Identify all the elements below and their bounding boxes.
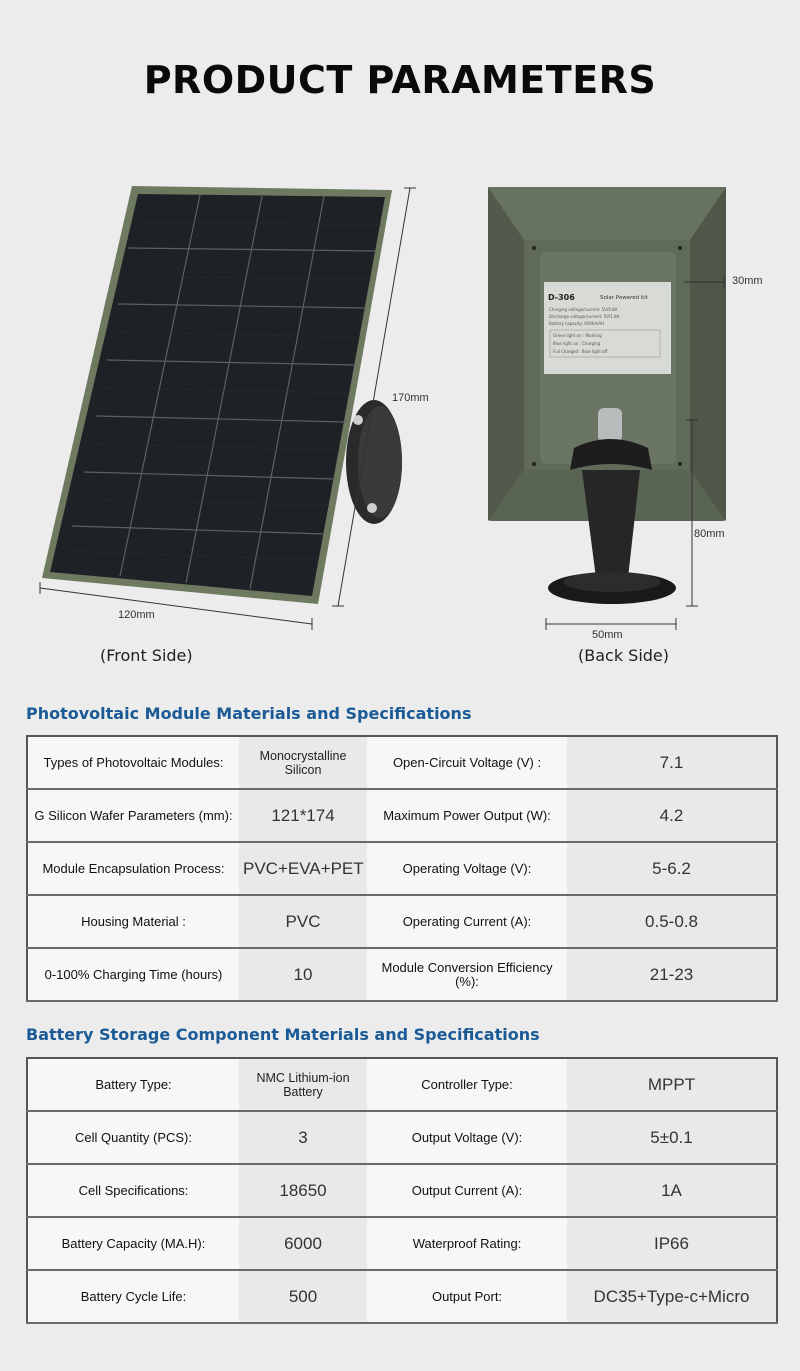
spec-label: Types of Photovoltaic Modules: xyxy=(27,736,239,789)
spec-value: 6000 xyxy=(239,1217,367,1270)
spec-label: Maximum Power Output (W): xyxy=(367,789,567,842)
spec-value: 18650 xyxy=(239,1164,367,1217)
front-width-label: 120mm xyxy=(118,609,155,621)
spec-label: Cell Quantity (PCS): xyxy=(27,1111,239,1164)
spec-value: 5-6.2 xyxy=(567,842,777,895)
spec-label: Battery Capacity (MA.H): xyxy=(27,1217,239,1270)
battery-spec-table xyxy=(26,1057,778,1324)
spec-label: Operating Voltage (V): xyxy=(367,842,567,895)
pv-spec-table xyxy=(26,735,778,1002)
table-row xyxy=(27,789,777,842)
spec-value: 1A xyxy=(567,1164,777,1217)
spec-value: Monocrystalline Silicon xyxy=(239,736,367,789)
sticker-line: Blue light on : Charging xyxy=(553,341,601,346)
spec-value: 4.2 xyxy=(567,789,777,842)
spec-label: G Silicon Wafer Parameters (mm): xyxy=(27,789,239,842)
sticker-line: Full Charged : Blue light off xyxy=(553,349,608,354)
spec-label: Battery Cycle Life: xyxy=(27,1270,239,1323)
spec-value: MPPT xyxy=(567,1058,777,1111)
sticker-line: Battery capacity: 6000mAH xyxy=(549,321,605,326)
spec-label: Output Port: xyxy=(367,1270,567,1323)
spec-value: 5±0.1 xyxy=(567,1111,777,1164)
battery-section-title: Battery Storage Component Materials and Specifications xyxy=(26,1025,540,1044)
back-side-caption: (Back Side) xyxy=(578,646,670,665)
spec-label: Operating Current (A): xyxy=(367,895,567,948)
spec-value: 7.1 xyxy=(567,736,777,789)
table-row xyxy=(27,1058,777,1111)
spec-value: 0.5-0.8 xyxy=(567,895,777,948)
table-row xyxy=(27,895,777,948)
sticker-name: Solar Powered kit xyxy=(600,295,648,301)
spec-value: DC35+Type-c+Micro xyxy=(567,1270,777,1323)
back-offset-label: 30mm xyxy=(732,275,763,287)
table-row xyxy=(27,1217,777,1270)
spec-label: Waterproof Rating: xyxy=(367,1217,567,1270)
table-row xyxy=(27,1270,777,1323)
spec-label: Module Conversion Efficiency (%): xyxy=(367,948,567,1001)
spec-label: Output Current (A): xyxy=(367,1164,567,1217)
front-side-caption: (Front Side) xyxy=(100,646,193,665)
spec-label: Cell Specifications: xyxy=(27,1164,239,1217)
spec-label: Battery Type: xyxy=(27,1058,239,1111)
table-row xyxy=(27,1164,777,1217)
spec-value: 500 xyxy=(239,1270,367,1323)
spec-label: Controller Type: xyxy=(367,1058,567,1111)
spec-value: IP66 xyxy=(567,1217,777,1270)
table-row xyxy=(27,1111,777,1164)
spec-value: NMC Lithium-ion Battery xyxy=(239,1058,367,1111)
spec-value: 3 xyxy=(239,1111,367,1164)
sticker-line: Green light on : Working xyxy=(553,333,602,338)
spec-value: 21-23 xyxy=(567,948,777,1001)
pv-section-title: Photovoltaic Module Materials and Specifications xyxy=(26,704,472,723)
spec-value: 121*174 xyxy=(239,789,367,842)
spec-label: Output Voltage (V): xyxy=(367,1111,567,1164)
spec-label: Open-Circuit Voltage (V) : xyxy=(367,736,567,789)
spec-label: Housing Material : xyxy=(27,895,239,948)
spec-value: 10 xyxy=(239,948,367,1001)
table-row xyxy=(27,842,777,895)
back-bracket-width-label: 50mm xyxy=(592,629,623,641)
sticker-line: Discharge voltage/current: 5V/1.8A xyxy=(549,314,620,319)
sticker-model: D-306 xyxy=(548,293,575,302)
front-height-label: 170mm xyxy=(392,392,429,404)
table-row xyxy=(27,948,777,1001)
spec-label: Module Encapsulation Process: xyxy=(27,842,239,895)
table-row xyxy=(27,736,777,789)
page-title: PRODUCT PARAMETERS xyxy=(143,58,657,102)
spec-value: PVC+EVA+PET xyxy=(239,842,367,895)
spec-value: PVC xyxy=(239,895,367,948)
back-bracket-height-label: 80mm xyxy=(694,528,725,540)
spec-label: 0-100% Charging Time (hours) xyxy=(27,948,239,1001)
sticker-line: Charging voltage/current: 5V/0.8A xyxy=(549,307,618,312)
